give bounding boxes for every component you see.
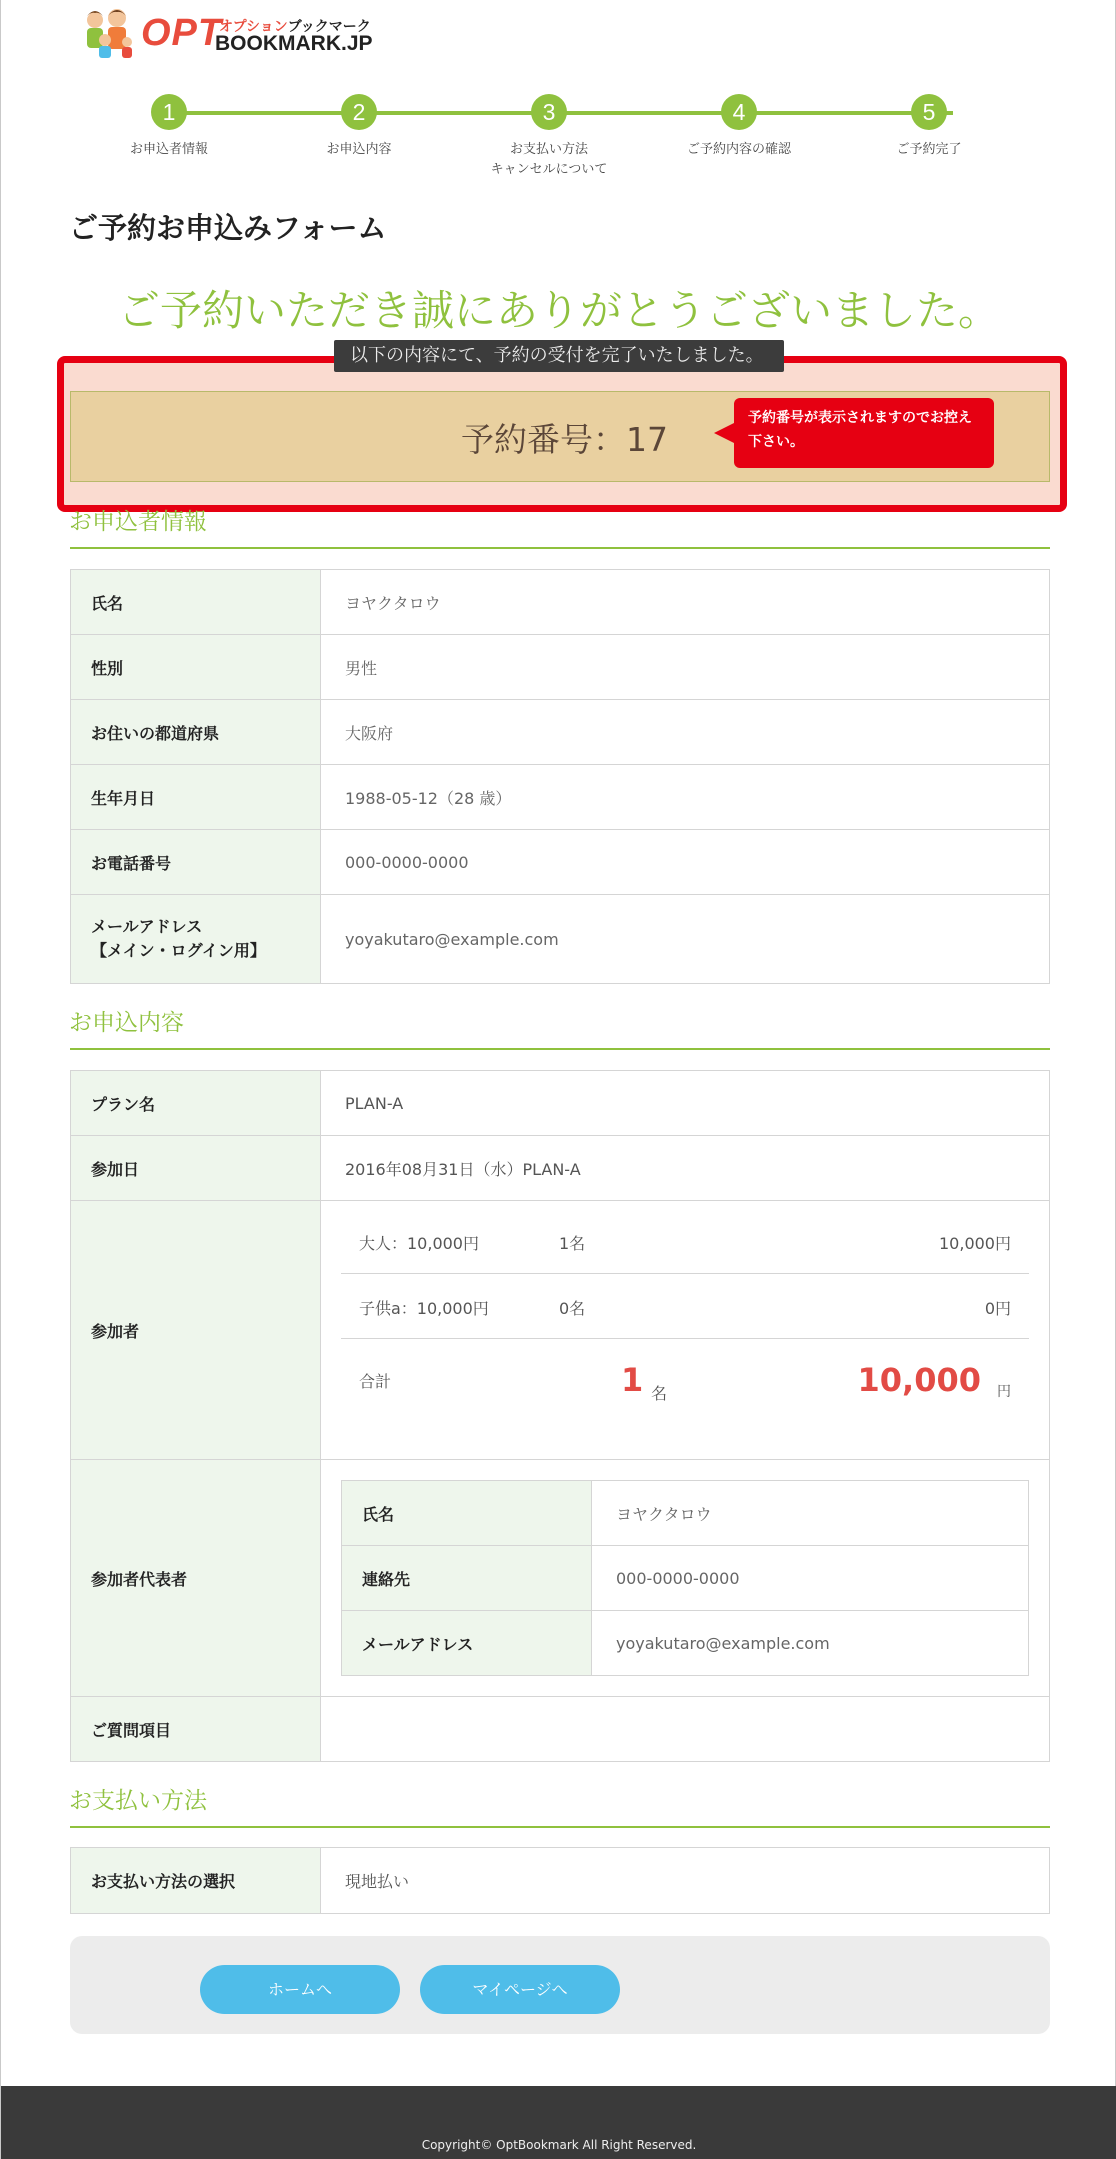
table-row <box>71 1071 1050 1136</box>
total-label: 合計 <box>359 1372 392 1391</box>
total-amount-unit: 円 <box>997 1384 1011 1400</box>
table-row <box>342 1611 1029 1676</box>
step-number: 4 <box>721 94 757 130</box>
table-row <box>71 1136 1050 1201</box>
total-count: 1 <box>621 1361 644 1399</box>
row-value: 000-0000-0000 <box>321 830 1050 895</box>
row-label: 氏名 <box>71 570 321 635</box>
step-5 <box>859 94 999 160</box>
application-table <box>70 1070 1050 1762</box>
row-label: 参加日 <box>71 1136 321 1201</box>
row-value: 大阪府 <box>321 700 1050 765</box>
row-label: 氏名 <box>342 1481 592 1546</box>
table-row <box>71 635 1050 700</box>
progress-steps <box>121 94 1001 184</box>
mypage-button[interactable]: マイページへ <box>420 1965 620 2014</box>
table-row <box>71 700 1050 765</box>
row-label: お住いの都道府県 <box>71 700 321 765</box>
section-rule <box>70 1826 1050 1828</box>
row-label: お電話番号 <box>71 830 321 895</box>
table-row <box>71 830 1050 895</box>
table-row <box>342 1546 1029 1611</box>
reservation-number: 予約番号：17 <box>461 420 668 459</box>
row-label: 参加者代表者 <box>71 1460 321 1697</box>
logo-kana-black: ブックマーク <box>287 19 371 35</box>
copyright-text: Copyright© OptBookmark All Right Reserved. <box>421 2138 697 2152</box>
row-label: お支払い方法の選択 <box>71 1848 321 1914</box>
step-number: 1 <box>151 94 187 130</box>
step-label: お申込内容 <box>326 142 392 157</box>
participant-type: 大人：10,000円 <box>359 1234 479 1253</box>
site-logo[interactable] <box>81 6 381 62</box>
footer <box>1 2086 1116 2159</box>
row-value: 男性 <box>321 635 1050 700</box>
representative-cell <box>321 1460 1050 1697</box>
table-row <box>342 1481 1029 1546</box>
total-row <box>341 1339 1029 1443</box>
table-row <box>71 765 1050 830</box>
completion-tooltip: 以下の内容にて、予約の受付を完了いたしました。 <box>334 340 784 372</box>
row-value: ヨヤクタロウ <box>592 1481 1029 1546</box>
participant-count: 1名 <box>559 1234 586 1253</box>
row-label: ご質問項目 <box>71 1697 321 1762</box>
participant-amount: 0円 <box>984 1299 1011 1318</box>
table-row <box>71 1201 1050 1460</box>
step-label: お申込者情報 <box>129 142 208 157</box>
step-number: 2 <box>341 94 377 130</box>
step-label: ご予約内容の確認 <box>686 142 791 157</box>
participants-cell <box>321 1201 1050 1460</box>
row-label: 性別 <box>71 635 321 700</box>
row-label: 生年月日 <box>71 765 321 830</box>
section-title-applicant: お申込者情報 <box>69 509 207 535</box>
logo-domain-text: BOOKMARK.JP <box>215 32 373 55</box>
representative-table <box>341 1480 1029 1676</box>
row-label: メールアドレス 【メイン・ログイン用】 <box>71 895 321 984</box>
row-label: 連絡先 <box>342 1546 592 1611</box>
total-amount: 10,000 <box>857 1361 981 1399</box>
participant-row <box>341 1274 1029 1339</box>
row-value: 2016年08月31日（水）PLAN-A <box>321 1136 1050 1201</box>
row-value: PLAN-A <box>321 1071 1050 1136</box>
row-label: プラン名 <box>71 1071 321 1136</box>
row-value: yoyakutaro@example.com <box>592 1611 1029 1676</box>
step-3 <box>479 94 619 180</box>
participant-count: 0名 <box>559 1299 586 1318</box>
page-title: ご予約お申込みフォーム <box>69 211 387 245</box>
participants-list <box>341 1209 1029 1443</box>
step-label: お支払い方法 キャンセルについて <box>490 142 608 177</box>
section-rule <box>70 1048 1050 1050</box>
table-row <box>71 1460 1050 1697</box>
table-row <box>71 895 1050 984</box>
family-mascot-icon <box>81 6 137 60</box>
step-1 <box>99 94 239 160</box>
applicant-table <box>70 569 1050 984</box>
participant-row <box>341 1209 1029 1274</box>
step-2 <box>289 94 429 160</box>
table-row <box>71 1848 1050 1914</box>
row-value: ヨヤクタロウ <box>321 570 1050 635</box>
step-label: ご予約完了 <box>896 142 962 157</box>
logo-opt-text: OPT <box>141 12 223 54</box>
row-value: 000-0000-0000 <box>592 1546 1029 1611</box>
row-value: 現地払い <box>321 1848 1050 1914</box>
table-row <box>71 570 1050 635</box>
row-value: 1988-05-12（28 歳） <box>321 765 1050 830</box>
logo-kana-red: オプション <box>219 19 288 35</box>
row-value <box>321 1697 1050 1762</box>
reservation-callout: 予約番号が表示されますのでお控え下さい。 <box>734 398 994 468</box>
step-4 <box>669 94 809 160</box>
row-label: メールアドレス <box>342 1611 592 1676</box>
section-title-application: お申込内容 <box>69 1010 184 1036</box>
participant-amount: 10,000円 <box>939 1234 1011 1253</box>
section-title-payment: お支払い方法 <box>69 1788 207 1814</box>
participant-type: 子供a：10,000円 <box>359 1299 489 1318</box>
row-value: yoyakutaro@example.com <box>321 895 1050 984</box>
button-area <box>70 1936 1050 2034</box>
home-button[interactable]: ホームへ <box>200 1965 400 2014</box>
thanks-message: ご予約いただき誠にありがとうございました。 <box>117 286 1000 335</box>
total-count-unit: 名 <box>651 1384 668 1403</box>
section-rule <box>70 547 1050 549</box>
step-number: 3 <box>531 94 567 130</box>
row-label: 参加者 <box>71 1201 321 1460</box>
payment-table <box>70 1847 1050 1914</box>
step-number: 5 <box>911 94 947 130</box>
table-row <box>71 1697 1050 1762</box>
